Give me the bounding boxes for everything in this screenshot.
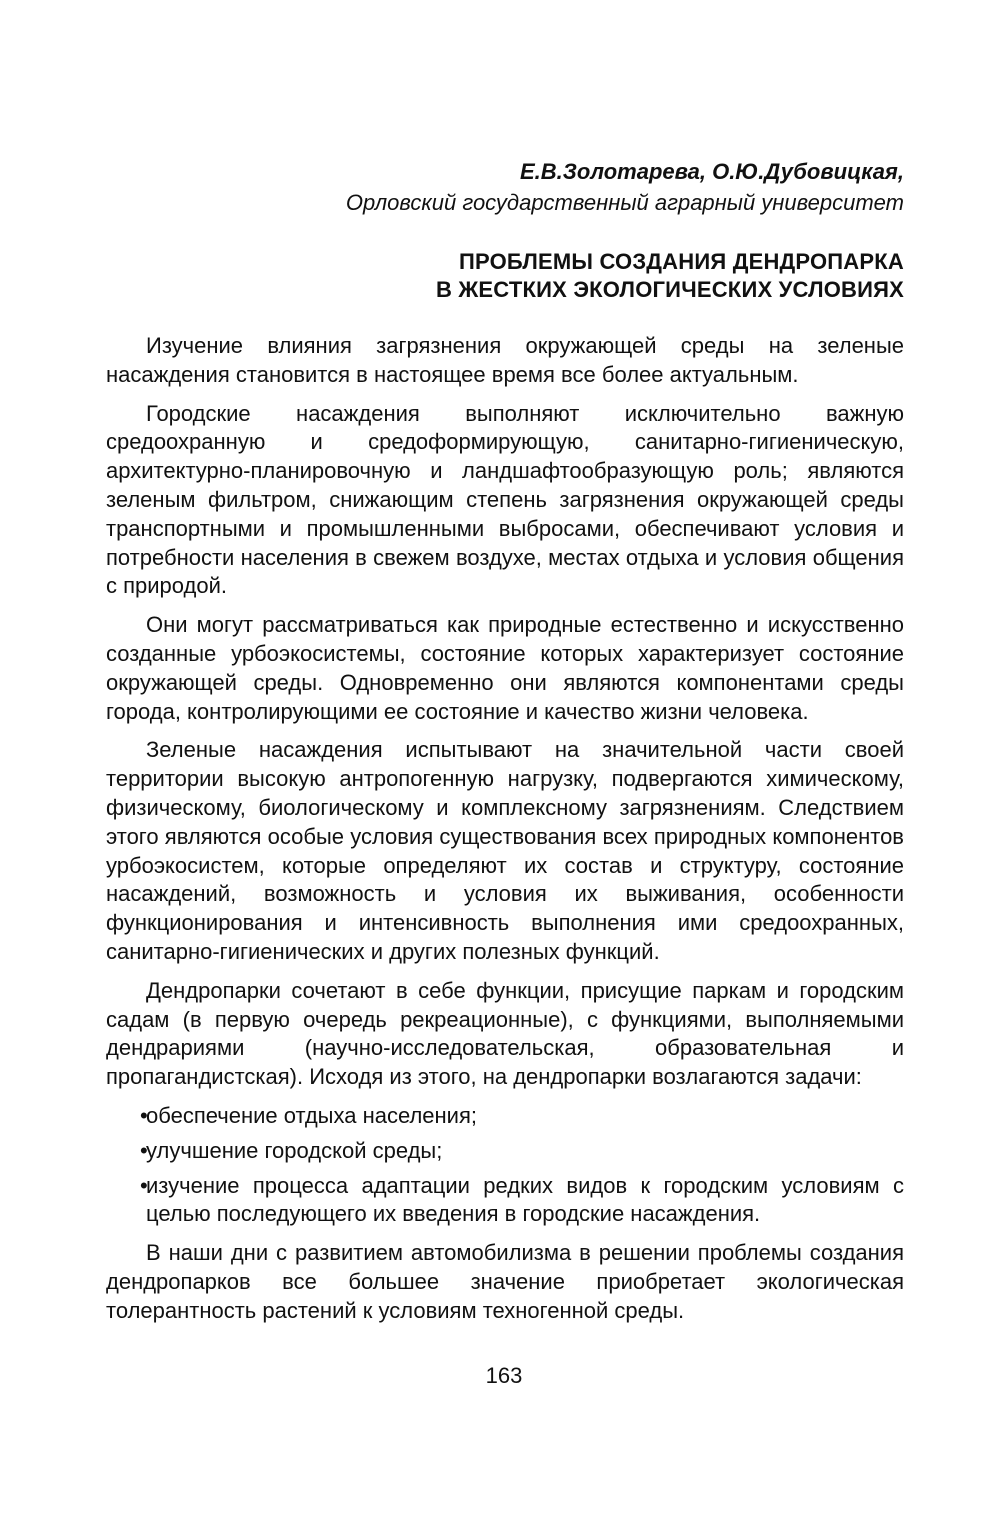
paragraph-2: Городские насаждения выполняют исключительно важную средоохранную и средоформирующую, санитарно-гигиеническую, архитектурно-планировочную и ландшафтообразующую роль; являются зеленым фильтром, снижающим степень загрязнения окружающей среды транспортными и промышленными выбросами, обеспечивают условия и потребности населения в свежем воздухе, местах отдыха и условия общения с природой. <box>106 400 904 599</box>
task-list <box>106 1102 904 1229</box>
author-affiliation: Орловский государственный аграрный университет <box>345 190 904 215</box>
list-item <box>106 1137 904 1166</box>
article-title <box>106 248 904 304</box>
list-item <box>106 1102 904 1131</box>
list-item-text: изучение процесса адаптации редких видов к городским условиям с целью последующего их введения в городские насаждения. <box>146 1172 904 1227</box>
article-body <box>106 332 904 1326</box>
page-number: 163 <box>485 1363 523 1388</box>
author-names: Е.В.Золотарева, О.Ю.Дубовицкая, <box>519 159 904 184</box>
paragraph-4: Зеленые насаждения испытывают на значительной части своей территории высокую антропогенную нагрузку, подвергаются химическому, физическому, биологическому и комплексному загрязнениям. Следствием этого являются особые условия существования всех природных компонентов урбоэкосистем, которые определяют их состав и структуру, состояние насаждений, возможность и условия их выживания, особенности функционирования и интенсивность выполнения ими средоохранных, санитарно-гигиенических и других полезных функций. <box>106 737 904 964</box>
document-page <box>106 156 904 1336</box>
list-item <box>106 1172 904 1230</box>
paragraph-5: Дендропарки сочетают в себе функции, присущие паркам и городским садам (в первую очередь рекреационные), с функциями, выполняемыми дендрариями (научно-исследовательская, образовательная и пропагандистская). Исходя из этого, на дендропарки возлагаются задачи: <box>106 977 904 1090</box>
bullet-marker: • <box>140 1102 148 1128</box>
paragraph-1: Изучение влияния загрязнения окружающей среды на зеленые насаждения становится в настоящее время все более актуальным. <box>106 333 904 387</box>
paragraph-6: В наши дни с развитием автомобилизма в решении проблемы создания дендропарков все большее значение приобретает экологическая толерантность растений к условиям техногенной среды. <box>106 1240 904 1323</box>
title-line-1: ПРОБЛЕМЫ СОЗДАНИЯ ДЕНДРОПАРКА <box>459 249 904 274</box>
author-block <box>106 156 904 218</box>
bullet-marker: • <box>140 1172 148 1198</box>
list-item-text: обеспечение отдыха населения; <box>146 1102 477 1128</box>
list-item-text: улучшение городской среды; <box>146 1137 443 1163</box>
bullet-marker: • <box>140 1137 148 1163</box>
paragraph-3: Они могут рассматриваться как природные естественно и искусственно созданные урбоэкосистемы, состояние которых характеризует состояние окружающей среды. Одновременно они являются компонентами среды города, контролирующими ее состояние и качество жизни человека. <box>106 612 904 724</box>
title-line-2: В ЖЕСТКИХ ЭКОЛОГИЧЕСКИХ УСЛОВИЯХ <box>435 277 904 302</box>
